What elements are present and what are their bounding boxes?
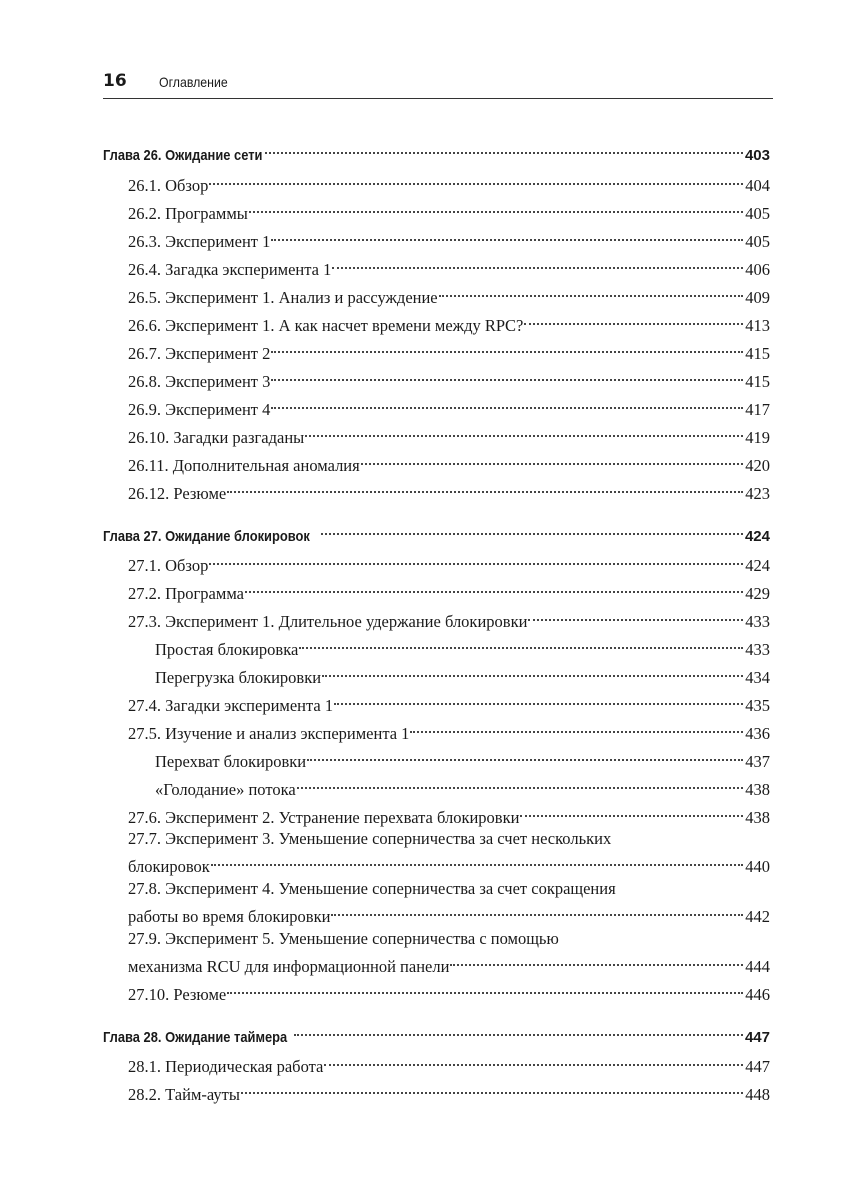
toc-entry-title: 26.12. Резюме: [128, 484, 227, 503]
dot-leader: [523, 307, 745, 331]
toc-entry-26-12[interactable]: [128, 475, 770, 503]
toc-chapter-27[interactable]: [103, 517, 770, 545]
dot-leader: [449, 948, 745, 972]
toc-entry-title: 27.6. Эксперимент 2. Устранение перехвата блокировки: [128, 808, 520, 827]
toc-entry-title: блокировок: [128, 857, 210, 876]
dot-leader: [270, 335, 745, 359]
toc-entry-title: 26.11. Дополнительная аномалия: [128, 456, 360, 475]
dot-leader: [208, 547, 745, 571]
dot-leader: [298, 631, 745, 655]
toc-entry-title: 27.4. Загадки эксперимента 1: [128, 696, 334, 715]
toc-entry-title: 26.9. Эксперимент 4: [128, 400, 271, 419]
toc-entry-title: 27.10. Резюме: [128, 985, 227, 1004]
toc-entry-27-4[interactable]: [128, 687, 770, 715]
toc-entry-page: 442: [745, 907, 770, 926]
dot-leader: [226, 976, 745, 1000]
toc-entry-26-10[interactable]: [128, 419, 770, 447]
toc-chapter-28[interactable]: [103, 1018, 770, 1046]
toc-subentry-27-5-thread-starvation[interactable]: [155, 771, 770, 799]
toc-entry-page: 438: [745, 808, 770, 827]
toc-entry-title: Перегрузка блокировки: [155, 668, 322, 687]
toc-entry-page: 436: [745, 724, 770, 743]
toc-entry-page: 434: [745, 668, 770, 687]
toc-entry-page: 420: [745, 456, 770, 475]
toc-entry-title: 26.1. Обзор: [128, 176, 209, 195]
toc-entry-page: 448: [745, 1085, 770, 1104]
toc-entry-title: 26.3. Эксперимент 1: [128, 232, 271, 251]
toc-entry-title: 26.4. Загадка эксперимента 1: [128, 260, 332, 279]
dot-leader: [210, 848, 745, 872]
toc-entry-28-2[interactable]: [128, 1076, 770, 1104]
toc-entry-title: 27.2. Программа: [128, 584, 244, 603]
toc-entry-page: 419: [745, 428, 770, 447]
dot-leader: [304, 419, 745, 443]
toc-entry-title: Перехват блокировки: [155, 752, 307, 771]
toc-entry-page: 403: [744, 147, 770, 164]
dot-leader: [270, 363, 745, 387]
running-title: Оглавление: [159, 74, 228, 90]
toc-entry-page: 424: [744, 528, 770, 545]
dot-leader: [331, 251, 745, 275]
dot-leader: [333, 687, 745, 711]
toc-entry-page: 417: [745, 400, 770, 419]
toc-entry-page: 447: [744, 1029, 770, 1046]
toc-entry-26-5[interactable]: [128, 279, 770, 307]
toc-entry-page: 413: [745, 316, 770, 335]
toc-entry-page: 444: [745, 957, 770, 976]
dot-leader: [296, 771, 746, 795]
toc-entry-26-2[interactable]: [128, 195, 770, 223]
dot-leader: [306, 743, 745, 767]
toc-entry-27-9[interactable]: [128, 948, 770, 976]
toc-entry-title: 27.3. Эксперимент 1. Длительное удержание блокировки: [128, 612, 528, 631]
toc-entry-27-8-line1[interactable]: 27.8. Эксперимент 4. Уменьшение соперничества за счет сокращения: [128, 879, 616, 898]
toc-entry-26-6[interactable]: [128, 307, 770, 335]
dot-leader: [264, 136, 745, 160]
toc-entry-title: 28.1. Периодическая работа: [128, 1057, 324, 1076]
toc-entry-26-8[interactable]: [128, 363, 770, 391]
toc-entry-page: 415: [745, 372, 770, 391]
toc-subentry-27-5-lock-capture[interactable]: [155, 743, 770, 771]
toc-entry-page: 405: [745, 204, 770, 223]
toc-entry-27-7-line1[interactable]: 27.7. Эксперимент 3. Уменьшение соперничества за счет нескольких: [128, 829, 612, 848]
toc-entry-page: 424: [745, 556, 770, 575]
toc-entry-26-7[interactable]: [128, 335, 770, 363]
dot-leader: [360, 447, 746, 471]
toc-entry-page: 429: [745, 584, 770, 603]
dot-leader: [519, 799, 745, 823]
toc-entry-page: 440: [745, 857, 770, 876]
toc-entry-title: 26.7. Эксперимент 2: [128, 344, 271, 363]
toc-entry-title: 26.6. Эксперимент 1. А как насчет времени между RPC?: [128, 316, 524, 335]
toc-entry-title: 28.2. Тайм-ауты: [128, 1085, 240, 1104]
toc-entry-26-1[interactable]: [128, 167, 770, 195]
toc-entry-title: Глава 28. Ожидание таймера: [103, 1029, 288, 1046]
toc-entry-title: Простая блокировка: [155, 640, 299, 659]
dot-leader: [330, 898, 745, 922]
toc-entry-page: 437: [745, 752, 770, 771]
dot-leader: [527, 603, 745, 627]
page-number: 16: [103, 71, 127, 91]
toc-entry-title: 26.10. Загадки разгаданы: [128, 428, 305, 447]
toc-entry-page: 415: [745, 344, 770, 363]
toc-entry-page: 438: [745, 780, 770, 799]
toc-entry-26-3[interactable]: [128, 223, 770, 251]
dot-leader: [208, 167, 745, 191]
toc-entry-28-1[interactable]: [128, 1048, 770, 1076]
toc-entry-title: 27.1. Обзор: [128, 556, 209, 575]
dot-leader: [270, 223, 745, 247]
dot-leader: [244, 575, 745, 599]
toc-entry-27-1[interactable]: [128, 547, 770, 575]
toc-subentry-27-3-simple-lock[interactable]: [155, 631, 770, 659]
toc-chapter-26[interactable]: [103, 136, 770, 164]
dot-leader: [409, 715, 745, 739]
toc-subentry-27-3-lock-overload[interactable]: [155, 659, 770, 687]
toc-entry-27-9-line1[interactable]: 27.9. Эксперимент 5. Уменьшение соперничества с помощью: [128, 929, 559, 948]
toc-entry-27-8[interactable]: [128, 898, 770, 926]
toc-entry-title: Глава 26. Ожидание сети: [103, 147, 263, 164]
toc-entry-title: «Голодание» потока: [155, 780, 296, 799]
dot-leader: [248, 195, 745, 219]
toc-entry-title: Глава 27. Ожидание блокировок: [103, 528, 310, 545]
toc-entry-26-4[interactable]: [128, 251, 770, 279]
toc-entry-27-10[interactable]: [128, 976, 770, 1004]
toc-entry-27-2[interactable]: [128, 575, 770, 603]
dot-leader: [323, 1048, 745, 1072]
toc-entry-26-9[interactable]: [128, 391, 770, 419]
toc-entry-page: 406: [745, 260, 770, 279]
dot-leader: [240, 1076, 745, 1100]
dot-leader: [438, 279, 746, 303]
dot-leader: [293, 1018, 745, 1042]
toc-entry-page: 405: [745, 232, 770, 251]
toc-entry-27-5[interactable]: [128, 715, 770, 743]
toc-entry-27-7[interactable]: [128, 848, 770, 876]
dot-leader: [226, 475, 745, 499]
toc-entry-page: 409: [745, 288, 770, 307]
toc-entry-title: механизма RCU для информационной панели: [128, 957, 450, 976]
toc-entry-page: 433: [745, 612, 770, 631]
toc-entry-page: 433: [745, 640, 770, 659]
toc-entry-27-6[interactable]: [128, 799, 770, 827]
toc-entry-title: 26.2. Программы: [128, 204, 248, 223]
toc-entry-page: 423: [745, 484, 770, 503]
toc-entry-26-11[interactable]: [128, 447, 770, 475]
toc-entry-title: 26.5. Эксперимент 1. Анализ и рассуждение: [128, 288, 438, 307]
toc-entry-page: 447: [745, 1057, 770, 1076]
dot-leader: [320, 517, 745, 541]
dot-leader: [321, 659, 745, 683]
toc-entry-page: 404: [745, 176, 770, 195]
toc-entry-page: 446: [745, 985, 770, 1004]
toc-entry-page: 435: [745, 696, 770, 715]
toc-entry-title: 27.5. Изучение и анализ эксперимента 1: [128, 724, 410, 743]
toc-entry-27-3[interactable]: [128, 603, 770, 631]
toc-entry-title: работы во время блокировки: [128, 907, 331, 926]
dot-leader: [270, 391, 745, 415]
toc-entry-title: 26.8. Эксперимент 3: [128, 372, 271, 391]
